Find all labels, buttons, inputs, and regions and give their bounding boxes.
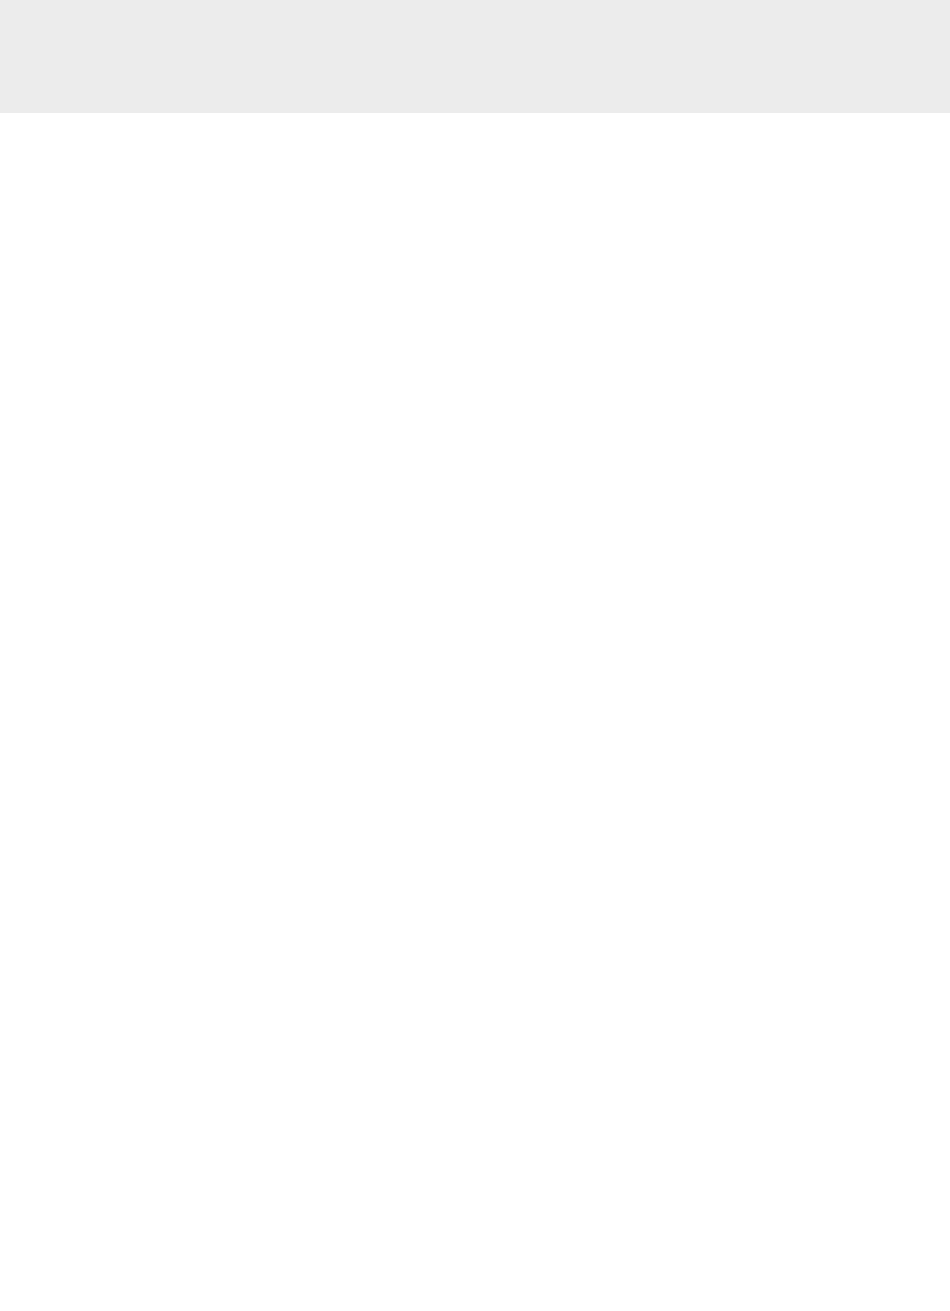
left-column	[108, 200, 460, 208]
header-band	[0, 0, 950, 113]
